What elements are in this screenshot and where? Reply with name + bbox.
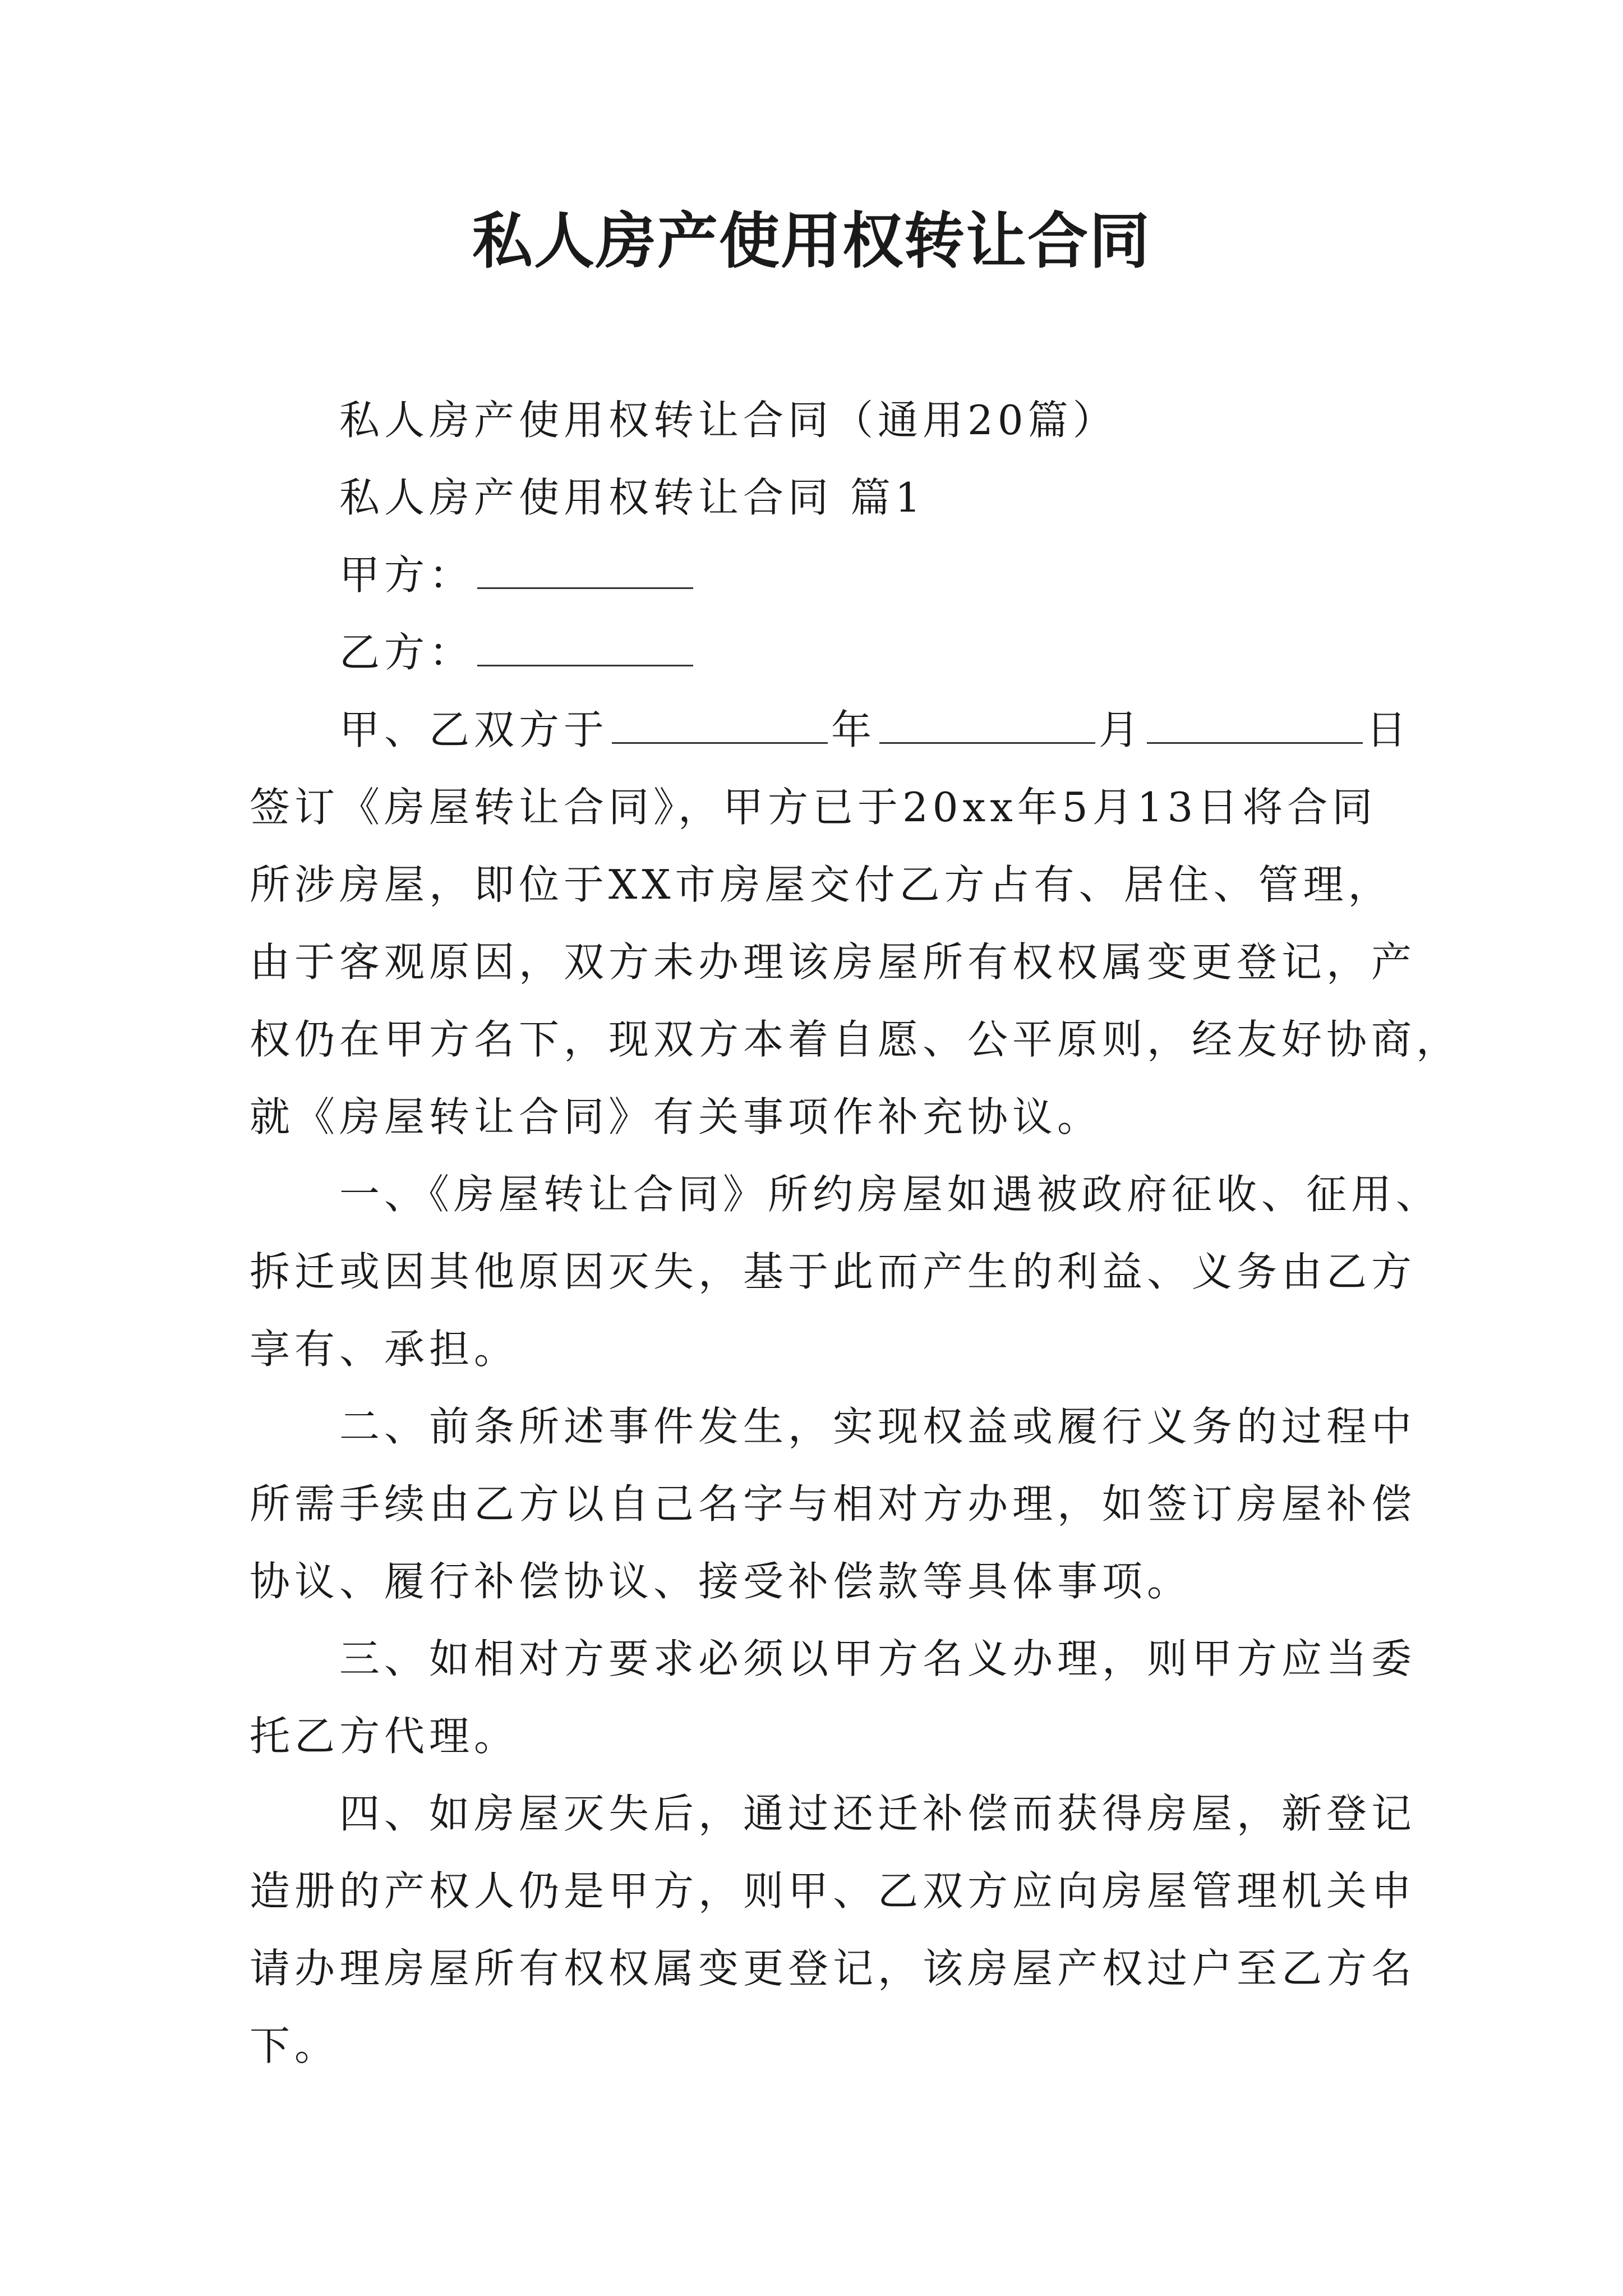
clause-2-line: 二、前条所述事件发生，实现权益或履行义务的过程中 [339, 1403, 1417, 1450]
date-line [250, 691, 1412, 769]
clause-2-line: 所需手续由乙方以自己名字与相对方办理，如签订房屋补偿 [250, 1480, 1417, 1527]
clause-3-line: 三、如相对方要求必须以甲方名义办理，则甲方应当委 [339, 1635, 1417, 1682]
section-heading: 私人房产使用权转让合同 篇1 [339, 474, 925, 521]
clause-4-line: 下。 [250, 2022, 340, 2069]
clause-1-line: 一、《房屋转让合同》所约房屋如遇被政府征收、征用、 [339, 1171, 1441, 1218]
paragraph-line: 所涉房屋，即位于XX市房屋交付乙方占有、居住、管理， [250, 861, 1393, 908]
party-b-label: 乙方： [339, 629, 474, 676]
month-blank [879, 704, 1095, 744]
document-title: 私人房产使用权转让合同 [472, 206, 1151, 277]
party-b-blank [477, 627, 693, 666]
clause-1-line: 享有、承担。 [250, 1326, 519, 1373]
paragraph-line: 签订《房屋转让合同》，甲方已于20xx年5月13日将合同 [250, 784, 1377, 831]
day-label: 日 [1366, 706, 1412, 753]
clause-3-line: 托乙方代理。 [250, 1713, 519, 1760]
day-blank [1147, 704, 1363, 744]
clause-4-line: 四、如房屋灭失后，通过还迁补偿而获得房屋，新登记 [339, 1790, 1417, 1837]
clause-4-line: 请办理房屋所有权权属变更登记，该房屋产权过户至乙方名 [250, 1945, 1417, 1992]
year-label: 年 [831, 706, 877, 753]
party-b-line [250, 614, 1394, 691]
paragraph-line: 由于客观原因，双方未办理该房屋所有权权属变更登记，产 [250, 938, 1417, 986]
date-prefix: 甲、乙双方于 [339, 706, 609, 753]
year-blank [612, 704, 828, 744]
paragraph-line: 就《房屋转让合同》有关事项作补充协议。 [250, 1093, 1103, 1140]
party-a-label: 甲方： [339, 551, 474, 599]
subtitle: 私人房产使用权转让合同（通用20篇） [339, 397, 1118, 444]
paragraph-line: 权仍在甲方名下，现双方本着自愿、公平原则，经友好协商， [250, 1016, 1461, 1063]
party-a-blank [477, 549, 693, 589]
clause-2-line: 协议、履行补偿协议、接受补偿款等具体事项。 [250, 1558, 1192, 1605]
month-label: 月 [1099, 706, 1144, 753]
party-a-line [250, 536, 1394, 614]
clause-1-line: 拆迁或因其他原因灭失，基于此而产生的利益、义务由乙方 [250, 1248, 1417, 1295]
document-body [250, 381, 1461, 2085]
clause-4-line: 造册的产权人仍是甲方，则甲、乙双方应向房屋管理机关申 [250, 1867, 1417, 1915]
